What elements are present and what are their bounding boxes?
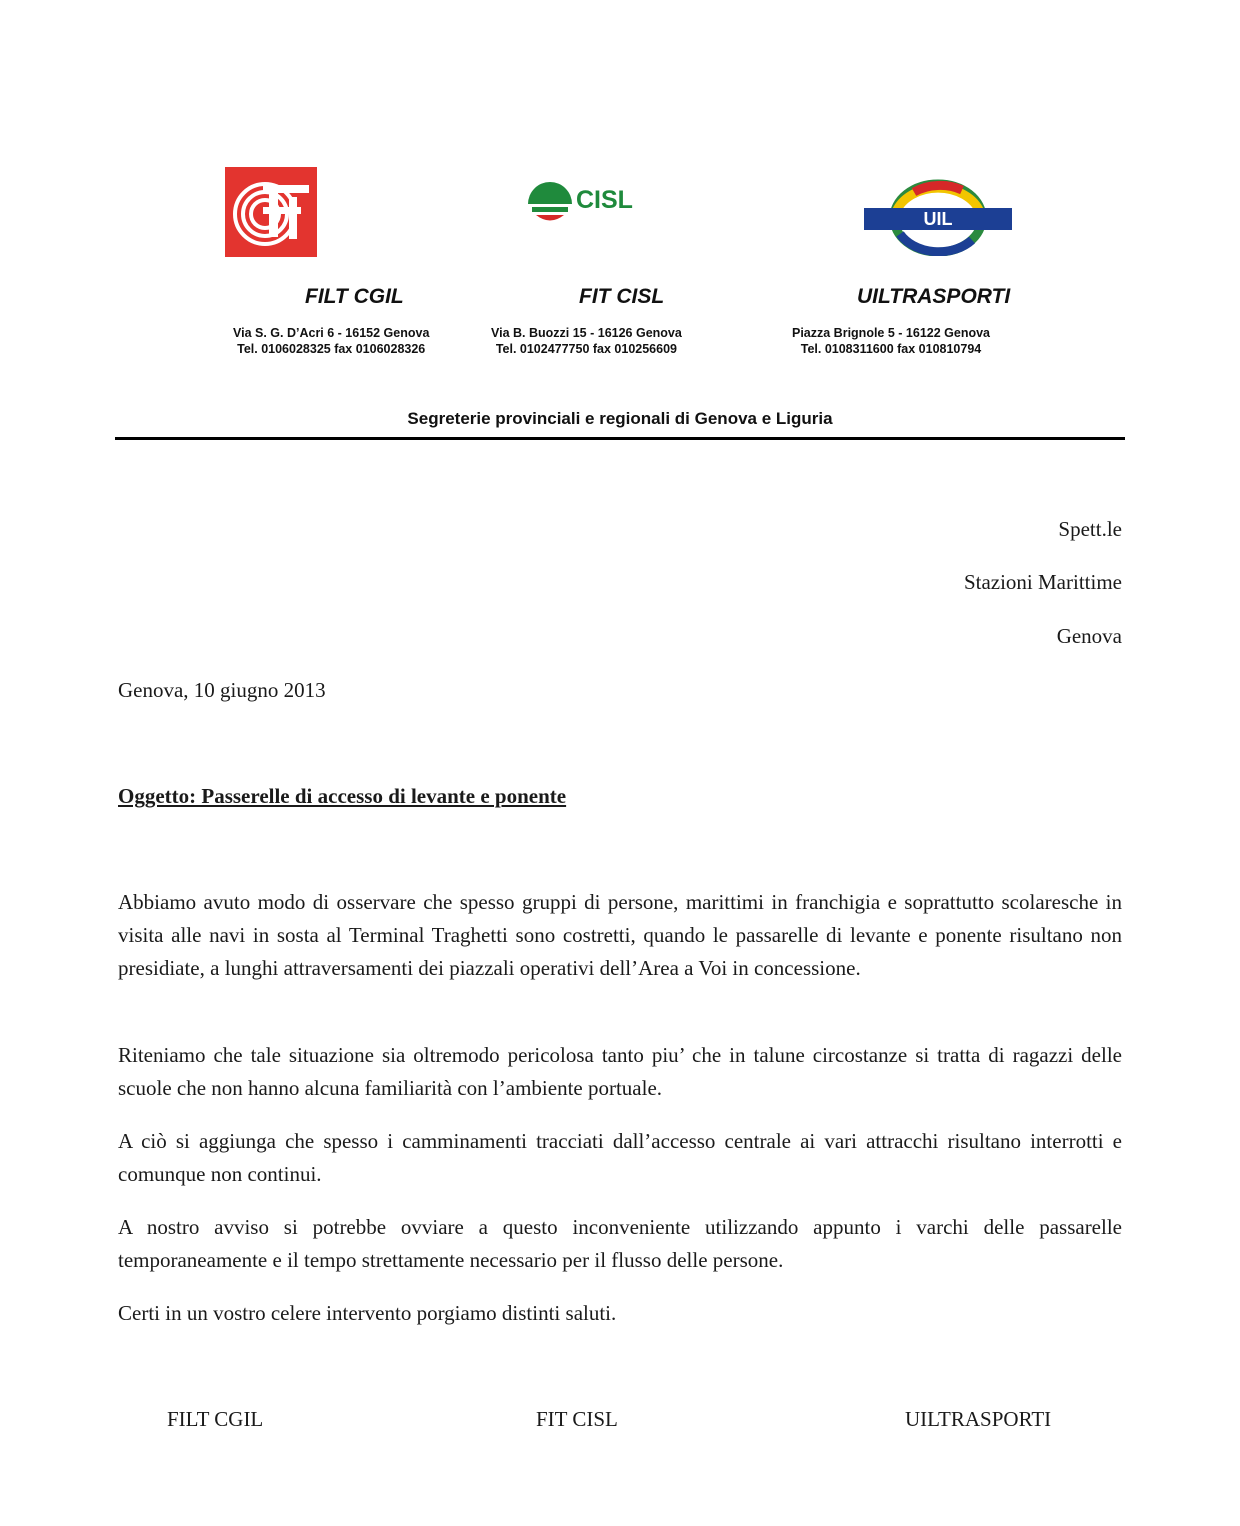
letter-date: Genova, 10 giugno 2013 [118, 678, 326, 702]
org-address-fit-cisl [491, 325, 682, 357]
body-paragraph: A ciò si aggiunga che spesso i camminamenti tracciati dall’accesso centrale ai vari attracchi risultano interrotti e comunque non continui. [118, 1129, 1122, 1186]
body-paragraph: Riteniamo che tale situazione sia oltremodo pericolosa tanto piu’ che in talune circostanze si tratta di ragazzi delle scuole che non hanno alcuna familiarità con l’ambiente portuale. [118, 1043, 1122, 1100]
recipient-line: Spett.le [1058, 517, 1122, 541]
recipient-line: Genova [1056, 624, 1122, 648]
org-address-filt-cgil [233, 325, 429, 357]
address-line: Piazza Brignole 5 - 16122 Genova [792, 326, 990, 340]
org-name-fit-cisl: FIT CISL [579, 285, 665, 308]
org-name-uiltrasporti: UILTRASPORTI [857, 285, 1011, 308]
org-name-filt-cgil: FILT CGIL [305, 285, 404, 308]
filt-cgil-logo [225, 167, 317, 257]
body-paragraph: Certi in un vostro celere intervento porgiamo distinti saluti. [118, 1301, 617, 1325]
phone-line: Tel. 0106028325 fax 0106028326 [237, 342, 426, 356]
signature-uiltrasporti: UILTRASPORTI [905, 1407, 1052, 1431]
fit-cisl-logo [526, 178, 650, 226]
signature-fit-cisl: FIT CISL [536, 1407, 618, 1431]
body-paragraph: Abbiamo avuto modo di osservare che spesso gruppi di persone, marittimi in franchigia e soprattutto scolaresche in visita alle navi in sosta al Terminal Traghetti sono costretti, quando le passarelle di levante e ponente risultano non presidiate, a lunghi attraversamenti dei piazzali operativi dell’Area a Voi in concessione. [118, 890, 1122, 980]
body-paragraph: A nostro avviso si potrebbe ovviare a questo inconveniente utilizzando appunto i varchi delle passarelle temporaneamente e il tempo strettamente necessario per il flusso delle persone. [118, 1215, 1122, 1272]
letter-subject: Oggetto: Passerelle di accesso di levante e ponente [118, 784, 567, 808]
segreterie-heading: Segreterie provinciali e regionali di Genova e Liguria [407, 409, 833, 428]
uil-logo-text: UIL [923, 209, 953, 229]
uiltrasporti-logo [862, 178, 1014, 256]
signature-filt-cgil: FILT CGIL [167, 1407, 264, 1431]
cisl-logo-text: CISL [576, 186, 633, 214]
address-line: Via S. G. D’Acri 6 - 16152 Genova [233, 326, 430, 340]
address-line: Via B. Buozzi 15 - 16126 Genova [491, 326, 682, 340]
phone-line: Tel. 0108311600 fax 010810794 [800, 342, 982, 356]
phone-line: Tel. 0102477750 fax 010256609 [495, 342, 677, 356]
recipient-line: Stazioni Marittime [963, 570, 1122, 594]
org-address-uiltrasporti [792, 325, 990, 357]
header-divider [115, 437, 1125, 440]
